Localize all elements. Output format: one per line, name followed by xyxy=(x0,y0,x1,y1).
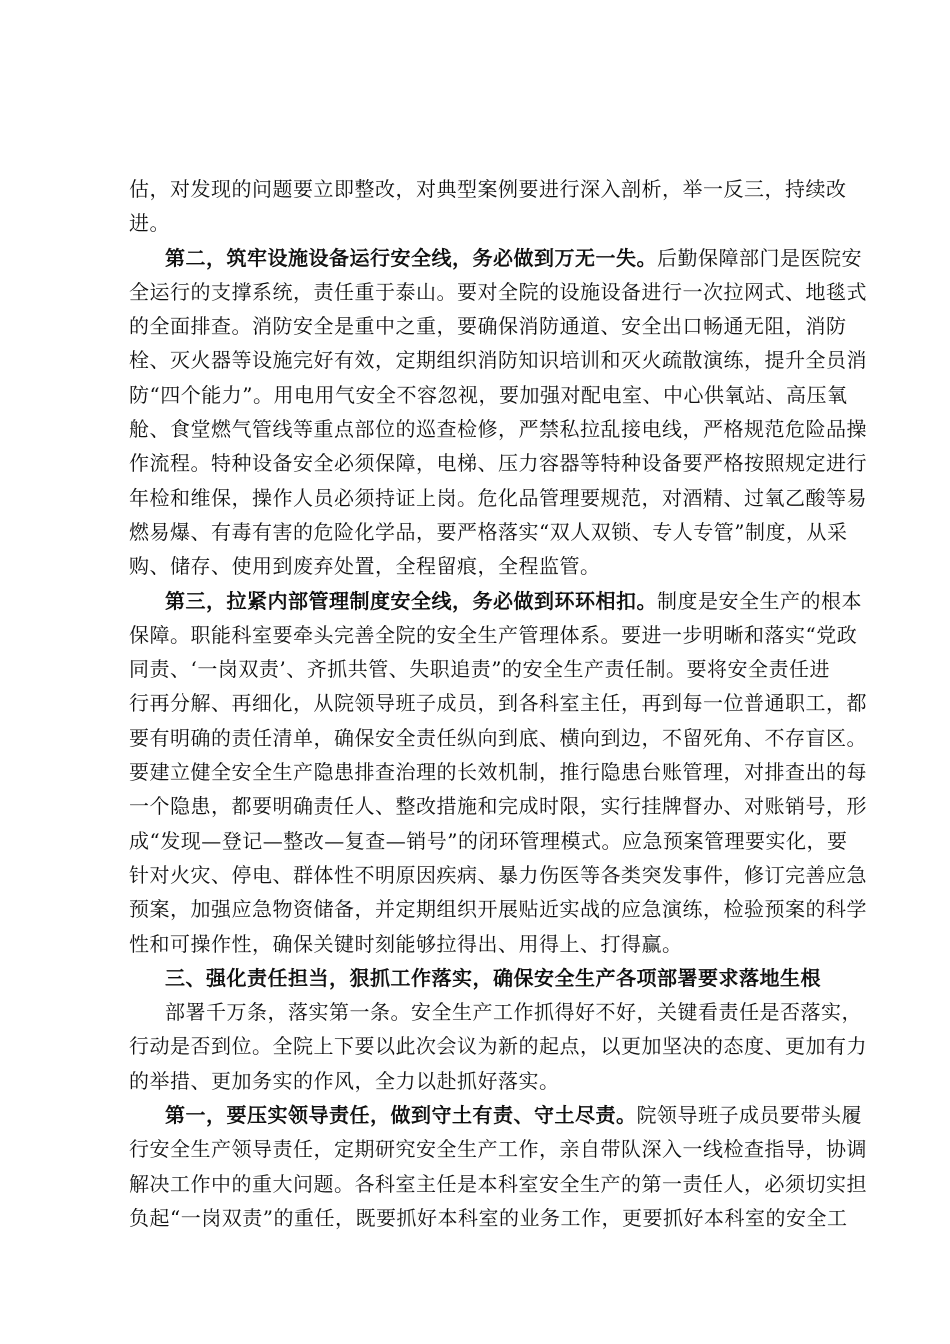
paragraph-line: 燃易爆、有毒有害的危险化学品，要严格落实“双人双锁、专人专管”制度，从采 xyxy=(129,519,848,544)
paragraph-text: 院领导班子成员要带头履 xyxy=(636,1103,862,1128)
paragraph-line: 同责、‘一岗双责’、齐抓共管、失职追责”的安全生产责任制。要将安全责任进 xyxy=(129,657,830,682)
paragraph-line: 一个隐患，都要明确责任人、整改措施和完成时限，实行挂牌督办、对账销号，形 xyxy=(129,794,867,819)
paragraph-line: 购、储存、使用到废弃处置，全程留痕，全程监管。 xyxy=(129,554,601,579)
paragraph-lead: 第三，拉紧内部管理制度安全线，务必做到环环相扣。 xyxy=(165,588,657,613)
paragraph-text: 后勤保障部门是医院安 xyxy=(657,245,862,270)
paragraph-line: 栓、灭火器等设施完好有效，定期组织消防知识培训和灭火疏散演练，提升全员消 xyxy=(129,348,867,373)
paragraph-line: 针对火灾、停电、群体性不明原因疾病、暴力伤医等各类突发事件，修订完善应急 xyxy=(129,862,867,887)
paragraph-line: 保障。职能科室要牵头完善全院的安全生产管理体系。要进一步明晰和落实“党政 xyxy=(129,622,858,647)
paragraph-line: 行动是否到位。全院上下要以此次会议为新的起点，以更加坚决的态度、更加有力 xyxy=(129,1034,867,1059)
paragraph-first-line xyxy=(129,1098,862,1132)
paragraph-line: 负起“一岗双责”的重任，既要抓好本科室的业务工作，更要抓好本科室的安全工 xyxy=(129,1205,848,1230)
paragraph-line: 年检和维保，操作人员必须持证上岗。危化品管理要规范，对酒精、过氧乙酸等易 xyxy=(129,485,867,510)
paragraph-line: 的全面排查。消防安全是重中之重，要确保消防通道、安全出口畅通无阻，消防 xyxy=(129,314,847,339)
paragraph-line: 估，对发现的问题要立即整改，对典型案例要进行深入剖析，举一反三，持续改 xyxy=(129,177,847,201)
paragraph-line: 行再分解、再细化，从院领导班子成员，到各科室主任，再到每一位普通职工，都 xyxy=(129,691,867,716)
paragraph-line: 成“发现—登记—整改—复查—销号”的闭环管理模式。应急预案管理要实化，要 xyxy=(129,828,848,853)
paragraph-line: 预案，加强应急物资储备，并定期组织开展贴近实战的应急演练，检验预案的科学 xyxy=(129,897,867,922)
paragraph-line: 的举措、更加务实的作风，全力以赴抓好落实。 xyxy=(129,1068,560,1093)
paragraph-lead: 第二，筑牢设施设备运行安全线，务必做到万无一失。 xyxy=(165,245,657,270)
paragraph-line: 防“四个能力”。用电用气安全不容忽视，要加强对配电室、中心供氧站、高压氧 xyxy=(129,382,848,407)
paragraph-line: 行安全生产领导责任，定期研究安全生产工作，亲自带队深入一线检查指导，协调 xyxy=(129,1137,867,1162)
paragraph-text: 制度是安全生产的根本 xyxy=(657,588,862,613)
paragraph-first-line xyxy=(129,241,862,275)
paragraph-line: 解决工作中的重大问题。各科室主任是本科室安全生产的第一责任人，必须切实担 xyxy=(129,1171,867,1196)
paragraph-line: 全运行的支撑系统，责任重于泰山。要对全院的设施设备进行一次拉网式、地毯式 xyxy=(129,279,867,304)
paragraph-line: 进。 xyxy=(129,211,170,236)
paragraph-line: 要建立健全安全生产隐患排查治理的长效机制，推行隐患台账管理，对排查出的每 xyxy=(129,760,867,785)
section-heading: 三、强化责任担当，狠抓工作落实，确保安全生产各项部署要求落地生根 xyxy=(165,965,821,990)
paragraph-lead: 第一，要压实领导责任，做到守土有责、守土尽责。 xyxy=(165,1103,637,1128)
paragraph-line: 性和可操作性，确保关键时刻能够拉得出、用得上、打得赢。 xyxy=(129,931,683,956)
paragraph-line: 作流程。特种设备安全必须保障，电梯、压力容器等特种设备要严格按照规定进行 xyxy=(129,451,867,476)
paragraph-line: 要有明确的责任清单，确保安全责任纵向到底、横向到边，不留死角、不存盲区。 xyxy=(129,725,867,750)
document-page xyxy=(129,172,867,1235)
paragraph-first-line xyxy=(129,584,862,618)
paragraph-first-line: 部署千万条，落实第一条。安全生产工作抓得好不好，关键看责任是否落实， xyxy=(165,1000,862,1025)
paragraph-line: 舱、食堂燃气管线等重点部位的巡查检修，严禁私拉乱接电线，严格规范危险品操 xyxy=(129,417,867,442)
